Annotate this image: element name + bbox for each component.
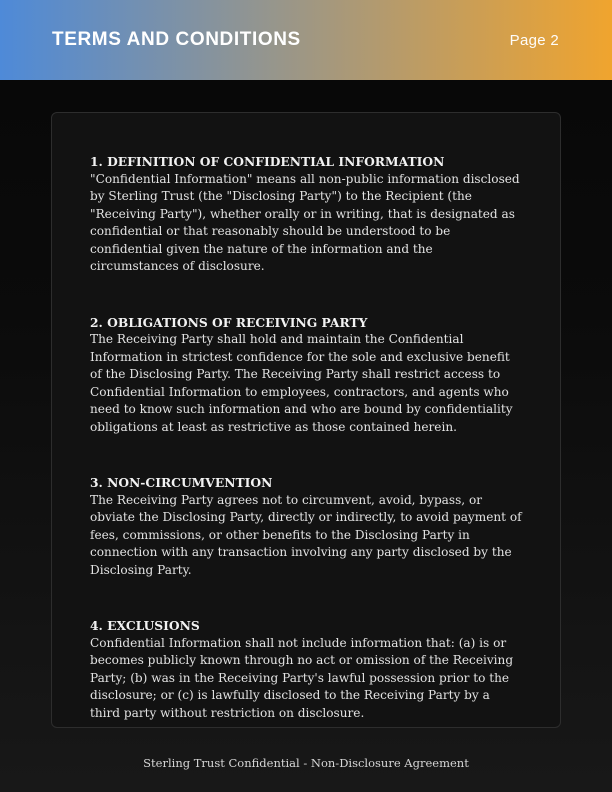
page-title: TERMS AND CONDITIONS	[52, 29, 301, 50]
section-body: The Receiving Party agrees not to circumvent, avoid, bypass, or obviate the Disclosing Party, directly or indirectly, to avoid payment of fees, commissions, or other benefits to the Disclosing Party in connection with any transaction involving any party disclosed by the Disclosing Party.	[90, 492, 522, 577]
section-heading: 1. DEFINITION OF CONFIDENTIAL INFORMATION	[90, 154, 445, 169]
section-heading: 3. NON-CIRCUMVENTION	[90, 475, 273, 490]
section-body: Confidential Information shall not include information that: (a) is or becomes publicly known through no act or omission of the Receiving Party; (b) was in the Receiving Party's lawful possession prior to the disclosure; or (c) is lawfully disclosed to the Receiving Party by a third party without restriction on disclosure.	[90, 635, 514, 720]
page-footer	[0, 754, 612, 772]
footer-text: Sterling Trust Confidential - Non-Disclosure Agreement	[143, 756, 469, 770]
section-body: "Confidential Information" means all non-public information disclosed by Sterling Trust (the "Disclosing Party") to the Recipient (the "Receiving Party"), whether orally or in writing, that is designated as confidential or that reasonably should be understood to be confidential given the nature of the information and the circumstances of disclosure.	[90, 171, 520, 273]
document-section-obligations	[90, 314, 522, 437]
document-section-definition	[90, 153, 522, 276]
document-card	[51, 112, 561, 728]
page-header	[0, 0, 612, 80]
section-heading: 2. OBLIGATIONS OF RECEIVING PARTY	[90, 314, 368, 330]
section-heading: 4. EXCLUSIONS	[90, 618, 200, 633]
document-section-non-circumvention	[90, 474, 522, 579]
section-body: The Receiving Party shall hold and maintain the Confidential Information in strictest confidence for the sole and exclusive benefit of the Disclosing Party. The Receiving Party shall restrict access to Confidential Information to employees, contractors, and agents who need to know such information and who are bound by confidentiality obligations at least as restrictive as those contained herein.	[90, 332, 513, 434]
page-number-label: Page 2	[509, 31, 559, 49]
document-section-exclusions	[90, 617, 522, 722]
